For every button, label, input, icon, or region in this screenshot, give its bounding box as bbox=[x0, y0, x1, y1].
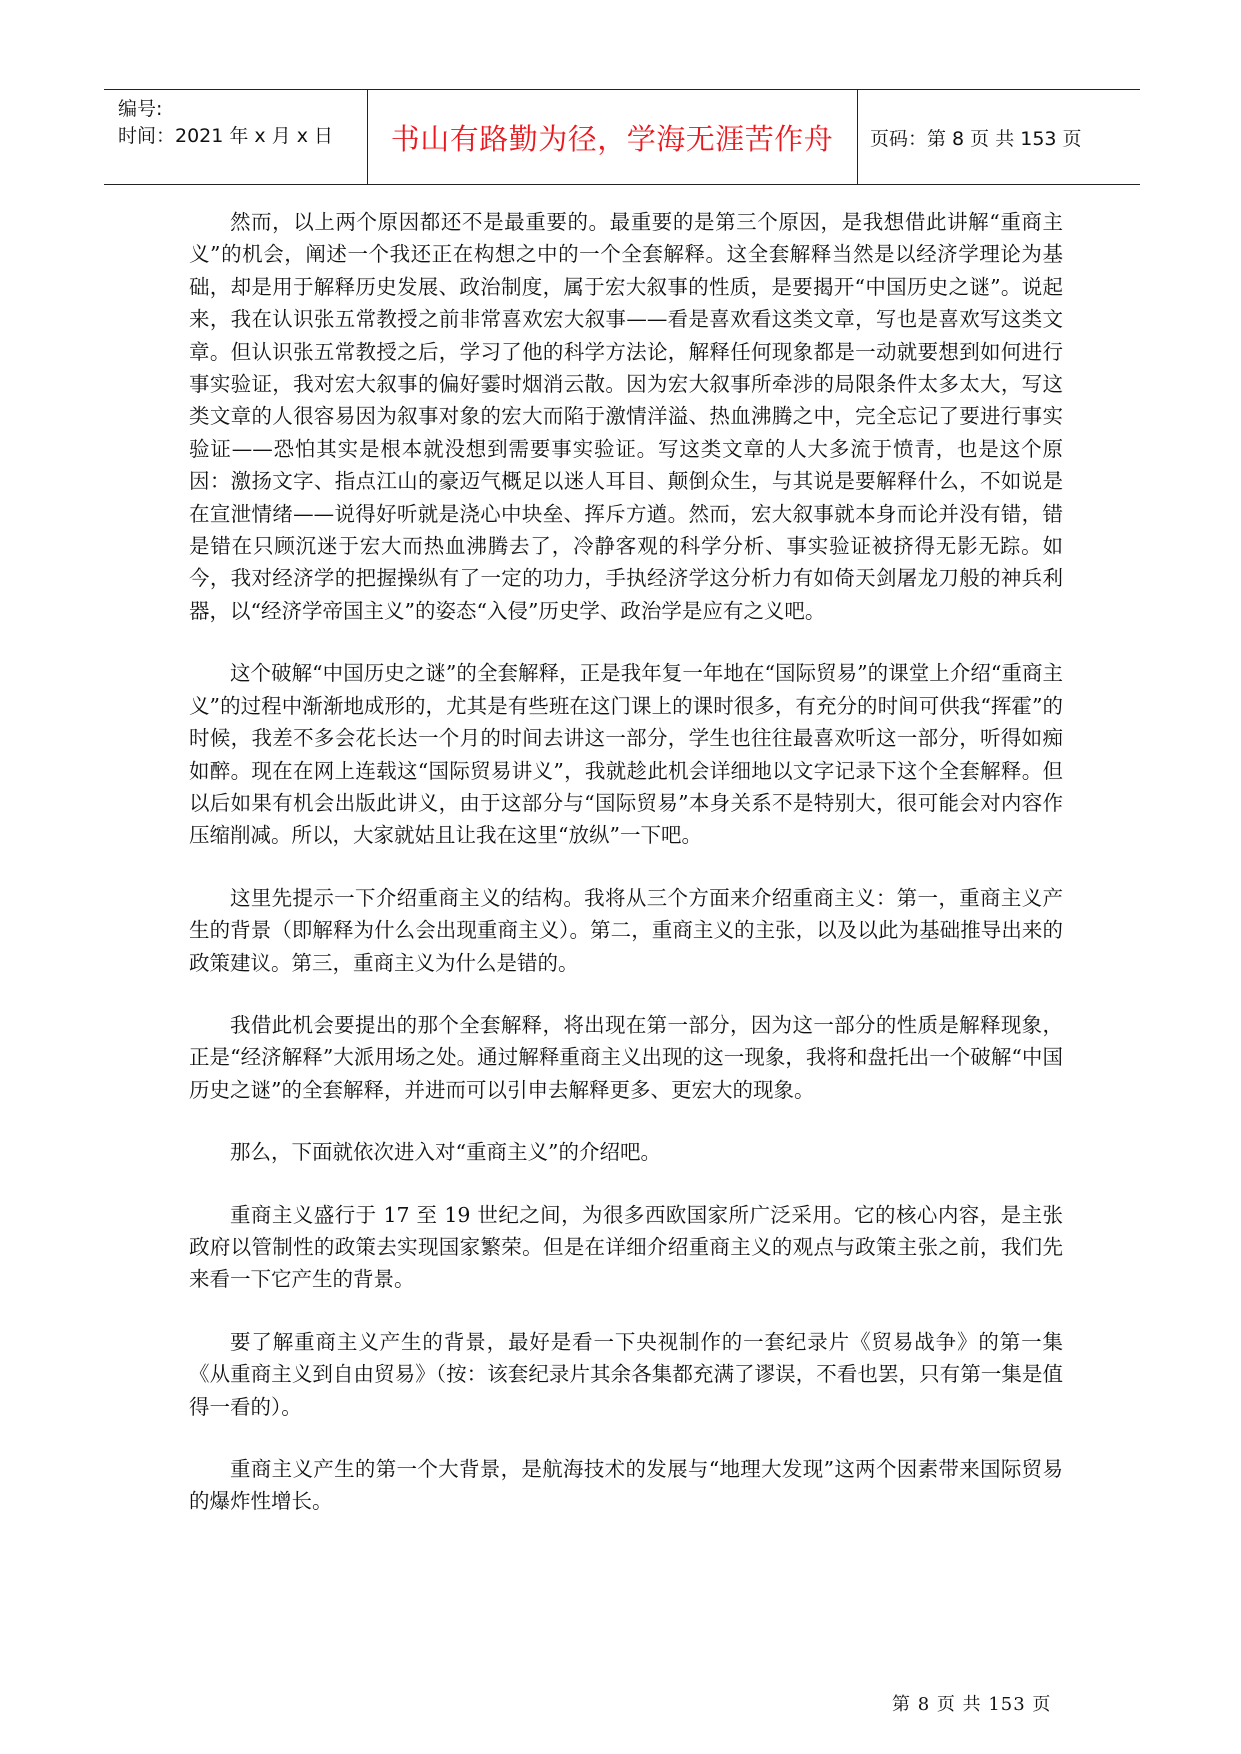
paragraph: 这个破解“中国历史之谜”的全套解释，正是我年复一年地在“国际贸易”的课堂上介绍“重商主义”的过程中渐渐地成形的，尤其是有些班在这门课上的课时很多，有充分的时间可供我“挥霍”的时候，我差不多会花长达一个月的时间去讲这一部分，学生也往往最喜欢听这一部分，听得如痴如醉。现在在网上连载这“国际贸易讲义”，我就趁此机会详细地以文字记录下这个全套解释。但以后如果有机会出版此讲义，由于这部分与“国际贸易”本身关系不是特别大，很可能会对内容作压缩削减。所以，大家就姑且让我在这里“放纵”一下吧。 bbox=[189, 661, 1063, 848]
paragraph: 这里先提示一下介绍重商主义的结构。我将从三个方面来介绍重商主义：第一，重商主义产生的背景（即解释为什么会出现重商主义）。第二，重商主义的主张，以及以此为基础推导出来的政策建议。第三，重商主义为什么是错的。 bbox=[189, 885, 1063, 975]
document-time-label: 时间：2021 年 x 月 x 日 bbox=[118, 125, 334, 147]
paragraph: 那么，下面就依次进入对“重商主义”的介绍吧。 bbox=[230, 1140, 661, 1165]
header-divider-right bbox=[857, 90, 858, 184]
page-footer: 第 8 页 共 153 页 bbox=[892, 1694, 1052, 1715]
header-page-info: 页码：第 8 页 共 153 页 bbox=[870, 128, 1082, 150]
document-body bbox=[189, 206, 1063, 1548]
paragraph: 重商主义盛行于 17 至 19 世纪之间，为很多西欧国家所广泛采用。它的核心内容，是主张政府以管制性的政策去实现国家繁荣。但是在详细介绍重商主义的观点与政策主张之前，我们先来看一下它产生的背景。 bbox=[189, 1202, 1063, 1292]
paragraph: 要了解重商主义产生的背景，最好是看一下央视制作的一套纪录片《贸易战争》的第一集《从重商主义到自由贸易》（按：该套纪录片其余各集都充满了谬误，不看也罢，只有第一集是值得一看的）。 bbox=[189, 1329, 1063, 1419]
paragraph: 我借此机会要提出的那个全套解释，将出现在第一部分，因为这一部分的性质是解释现象，正是“经济解释”大派用场之处。通过解释重商主义出现的这一现象，我将和盘托出一个破解“中国历史之谜”的全套解释，并进而可以引申去解释更多、更宏大的现象。 bbox=[189, 1012, 1063, 1102]
document-number-label: 编号: bbox=[118, 98, 163, 120]
paragraph: 然而，以上两个原因都还不是最重要的。最重要的是第三个原因，是我想借此讲解“重商主义”的机会，阐述一个我还正在构想之中的一个全套解释。这全套解释当然是以经济学理论为基础，却是用于解释历史发展、政治制度，属于宏大叙事的性质，是要揭开“中国历史之谜”。说起来，我在认识张五常教授之前非常喜欢宏大叙事——看是喜欢看这类文章，写也是喜欢写这类文章。但认识张五常教授之后，学习了他的科学方法论，解释任何现象都是一动就要想到如何进行事实验证，我对宏大叙事的偏好霎时烟消云散。因为宏大叙事所牵涉的局限条件太多太大，写这类文章的人很容易因为叙事对象的宏大而陷于激情洋溢、热血沸腾之中，完全忘记了要进行事实验证——恐怕其实是根本就没想到需要事实验证。写这类文章的人大多流于愤青，也是这个原因：激扬文字、指点江山的豪迈气概足以迷人耳目、颠倒众生，与其说是要解释什么，不如说是在宣泄情绪——说得好听就是浇心中块垒、挥斥方遒。然而，宏大叙事就本身而论并没有错，错是错在只顾沉迷于宏大而热血沸腾去了，冷静客观的科学分析、事实验证被挤得无影无踪。如今，我对经济学的把握操纵有了一定的功力，手执经济学这分析力有如倚天剑屠龙刀般的神兵利器，以“经济学帝国主义”的姿态“入侵”历史学、政治学是应有之义吧。 bbox=[189, 210, 1063, 623]
page-header bbox=[104, 89, 1140, 185]
header-motto: 书山有路勤为径，学海无涯苦作舟 bbox=[390, 122, 834, 156]
header-meta bbox=[118, 96, 333, 150]
paragraph: 重商主义产生的第一个大背景，是航海技术的发展与“地理大发现”这两个因素带来国际贸易的爆炸性增长。 bbox=[189, 1457, 1063, 1514]
